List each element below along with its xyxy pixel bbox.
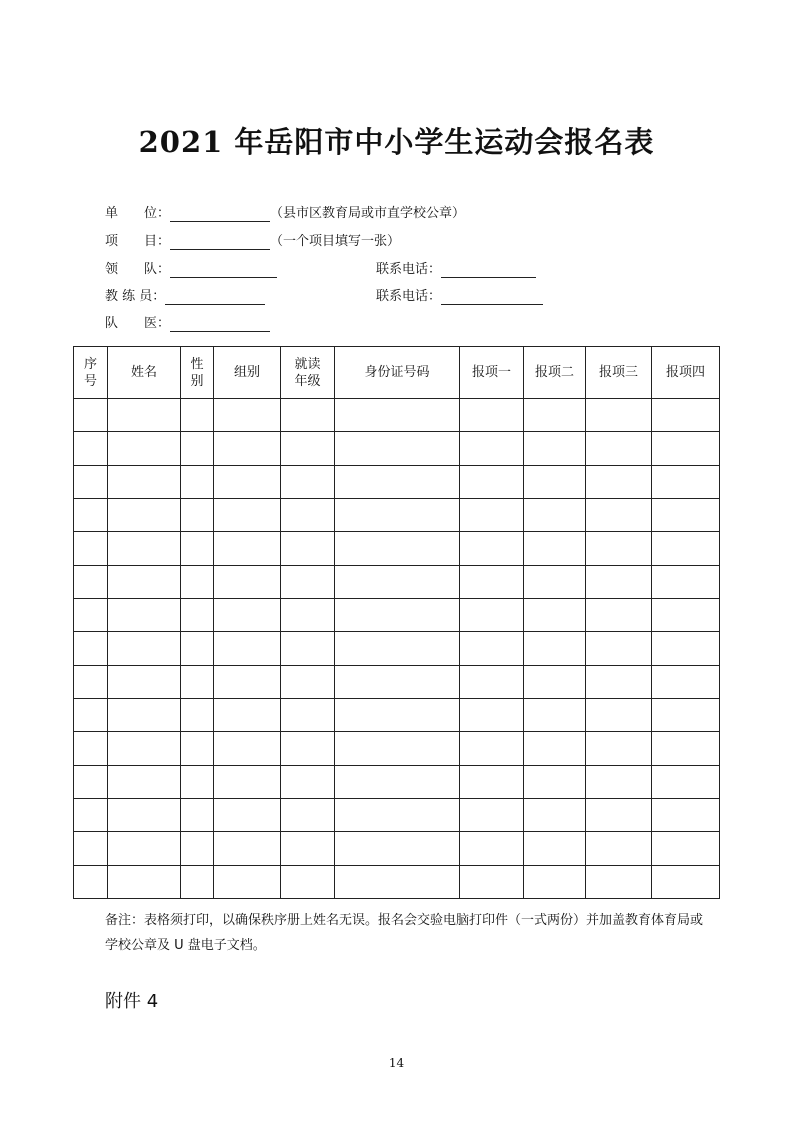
item-input-line[interactable] [170,236,270,250]
table-cell[interactable] [586,532,652,565]
table-cell[interactable] [108,465,181,498]
table-row [74,565,720,598]
table-cell[interactable] [108,832,181,865]
table-cell[interactable] [74,798,108,831]
header-id-number: 身份证号码 [335,347,460,399]
table-cell[interactable] [335,832,460,865]
table-cell[interactable] [214,832,281,865]
table-cell[interactable] [281,665,335,698]
table-cell[interactable] [181,565,214,598]
table-cell[interactable] [74,432,108,465]
table-cell[interactable] [214,765,281,798]
table-cell[interactable] [181,665,214,698]
unit-input-line[interactable] [170,208,270,222]
table-cell[interactable] [335,698,460,731]
table-cell[interactable] [652,698,720,731]
table-cell[interactable] [108,665,181,698]
table-cell[interactable] [108,732,181,765]
table-row [74,532,720,565]
table-cell[interactable] [214,798,281,831]
table-cell[interactable] [586,598,652,631]
table-cell[interactable] [586,832,652,865]
table-cell[interactable] [524,665,586,698]
table-cell[interactable] [524,632,586,665]
table-cell[interactable] [281,432,335,465]
table-cell[interactable] [281,698,335,731]
table-row [74,399,720,432]
item-note: （一个项目填写一张） [270,234,401,249]
table-row [74,832,720,865]
table-cell[interactable] [335,732,460,765]
table-cell[interactable] [108,632,181,665]
table-cell[interactable] [214,865,281,898]
table-cell[interactable] [652,598,720,631]
table-row [74,665,720,698]
table-cell[interactable] [460,832,524,865]
table-cell[interactable] [335,632,460,665]
attachment-label: 附件 4 [105,991,159,1012]
table-cell[interactable] [652,832,720,865]
leader-label: 领 队： [105,262,171,277]
table-cell[interactable] [281,832,335,865]
table-cell[interactable] [181,532,214,565]
table-cell[interactable] [335,865,460,898]
item-label: 项 目： [105,234,171,249]
table-row [74,632,720,665]
table-cell[interactable] [214,565,281,598]
header-grade: 就读 年级 [281,347,335,399]
table-cell[interactable] [214,698,281,731]
table-cell[interactable] [586,465,652,498]
table-cell[interactable] [181,698,214,731]
table-cell[interactable] [524,399,586,432]
table-cell[interactable] [214,665,281,698]
header-group: 组别 [214,347,281,399]
table-cell[interactable] [74,698,108,731]
table-cell[interactable] [460,532,524,565]
table-cell[interactable] [108,765,181,798]
table-cell[interactable] [108,532,181,565]
header-gender: 性 别 [181,347,214,399]
table-row [74,598,720,631]
table-row [74,465,720,498]
table-cell[interactable] [281,632,335,665]
table-cell[interactable] [181,598,214,631]
coach-phone-field [376,289,543,305]
table-cell[interactable] [281,498,335,531]
table-cell[interactable] [652,765,720,798]
table-cell[interactable] [181,765,214,798]
table-cell[interactable] [335,399,460,432]
table-row [74,698,720,731]
leader-phone-input-line[interactable] [441,264,536,278]
table-cell[interactable] [214,498,281,531]
table-cell[interactable] [460,632,524,665]
table-cell[interactable] [652,432,720,465]
table-cell[interactable] [652,565,720,598]
table-cell[interactable] [214,465,281,498]
table-cell[interactable] [586,665,652,698]
table-cell[interactable] [108,865,181,898]
registration-table [73,346,720,899]
table-cell[interactable] [108,498,181,531]
table-cell[interactable] [108,798,181,831]
table-cell[interactable] [652,465,720,498]
table-cell[interactable] [335,498,460,531]
table-cell[interactable] [74,665,108,698]
table-cell[interactable] [335,665,460,698]
table-cell[interactable] [74,598,108,631]
table-cell[interactable] [586,732,652,765]
table-cell[interactable] [460,432,524,465]
table-cell[interactable] [652,498,720,531]
unit-field [105,206,465,222]
table-cell[interactable] [74,732,108,765]
table-cell[interactable] [214,632,281,665]
table-cell[interactable] [524,732,586,765]
table-cell[interactable] [524,532,586,565]
table-cell[interactable] [460,399,524,432]
doctor-input-line[interactable] [170,318,270,332]
table-cell[interactable] [74,865,108,898]
table-cell[interactable] [281,732,335,765]
table-cell[interactable] [524,765,586,798]
table-cell[interactable] [74,832,108,865]
table-cell[interactable] [335,765,460,798]
table-cell[interactable] [214,399,281,432]
table-cell[interactable] [181,498,214,531]
leader-phone-label: 联系电话： [376,262,442,277]
page-number: 14 [388,1056,405,1070]
header-event-1: 报项一 [460,347,524,399]
table-cell[interactable] [181,798,214,831]
leader-input-line[interactable] [170,264,277,278]
table-cell[interactable] [281,598,335,631]
table-cell[interactable] [524,498,586,531]
leader-field [105,262,277,278]
leader-phone-field [376,262,536,278]
table-cell[interactable] [214,598,281,631]
table-cell[interactable] [335,465,460,498]
table-cell[interactable] [460,765,524,798]
table-cell[interactable] [335,532,460,565]
table-cell[interactable] [652,632,720,665]
header-seq: 序 号 [74,347,108,399]
table-cell[interactable] [586,498,652,531]
coach-field [105,289,265,305]
table-cell[interactable] [281,532,335,565]
header-event-3: 报项三 [586,347,652,399]
table-cell[interactable] [74,498,108,531]
table-cell[interactable] [586,432,652,465]
table-cell[interactable] [335,565,460,598]
table-cell[interactable] [460,698,524,731]
table-cell[interactable] [74,565,108,598]
header-event-2: 报项二 [524,347,586,399]
table-cell[interactable] [281,798,335,831]
table-cell[interactable] [586,565,652,598]
table-cell[interactable] [586,865,652,898]
table-row [74,798,720,831]
table-cell[interactable] [524,465,586,498]
table-cell[interactable] [586,798,652,831]
table-row [74,432,720,465]
table-cell[interactable] [281,765,335,798]
table-cell[interactable] [74,399,108,432]
table-cell[interactable] [586,698,652,731]
table-cell[interactable] [524,598,586,631]
table-cell[interactable] [586,632,652,665]
table-cell[interactable] [181,399,214,432]
table-cell[interactable] [108,598,181,631]
table-cell[interactable] [181,632,214,665]
table-cell[interactable] [524,832,586,865]
coach-phone-label: 联系电话： [376,289,442,304]
table-cell[interactable] [460,665,524,698]
table-cell[interactable] [460,565,524,598]
table-cell[interactable] [524,565,586,598]
table-cell[interactable] [181,432,214,465]
doctor-label: 队 医： [105,316,171,331]
table-cell[interactable] [74,532,108,565]
table-cell[interactable] [74,765,108,798]
table-cell[interactable] [181,732,214,765]
table-header-row [74,347,720,399]
table-row [74,498,720,531]
table-cell[interactable] [460,598,524,631]
unit-note: （县市区教育局或市直学校公章） [270,206,466,221]
table-cell[interactable] [652,865,720,898]
table-cell[interactable] [586,399,652,432]
table-cell[interactable] [652,399,720,432]
coach-label: 教 练 员： [105,289,166,304]
table-cell[interactable] [74,632,108,665]
table-cell[interactable] [281,565,335,598]
item-field [105,234,400,250]
table-cell[interactable] [214,532,281,565]
table-cell[interactable] [460,798,524,831]
header-name: 姓名 [108,347,181,399]
table-cell[interactable] [281,465,335,498]
table-cell[interactable] [108,399,181,432]
table-cell[interactable] [281,865,335,898]
table-cell[interactable] [652,532,720,565]
table-cell[interactable] [181,865,214,898]
table-cell[interactable] [652,732,720,765]
table-cell[interactable] [586,765,652,798]
table-cell[interactable] [181,832,214,865]
table-cell[interactable] [74,465,108,498]
header-event-4: 报项四 [652,347,720,399]
table-cell[interactable] [335,798,460,831]
page-title: 2021 年岳阳市中小学生运动会报名表 [138,125,655,159]
table-cell[interactable] [460,498,524,531]
table-cell[interactable] [524,432,586,465]
table-cell[interactable] [214,732,281,765]
table-row [74,732,720,765]
table-cell[interactable] [460,732,524,765]
table-row [74,865,720,898]
table-cell[interactable] [524,798,586,831]
table-cell[interactable] [181,465,214,498]
table-body [74,399,720,899]
table-cell[interactable] [335,432,460,465]
table-cell[interactable] [108,432,181,465]
doctor-field [105,316,270,332]
table-cell[interactable] [108,565,181,598]
table-cell[interactable] [652,665,720,698]
coach-phone-input-line[interactable] [441,291,543,305]
table-row [74,765,720,798]
table-cell[interactable] [335,598,460,631]
table-cell[interactable] [460,865,524,898]
note-text: 备注：表格须打印，以确保秩序册上姓名无误。报名会交验电脑打印件（一式两份）并加盖教育体育局或学校公章及 U 盘电子文档。 [105,913,704,953]
table-cell[interactable] [652,798,720,831]
table-cell[interactable] [281,399,335,432]
table-cell[interactable] [214,432,281,465]
table-cell[interactable] [524,865,586,898]
unit-label: 单 位： [105,206,171,221]
table-cell[interactable] [108,698,181,731]
table-cell[interactable] [460,465,524,498]
table-cell[interactable] [524,698,586,731]
coach-input-line[interactable] [165,291,265,305]
